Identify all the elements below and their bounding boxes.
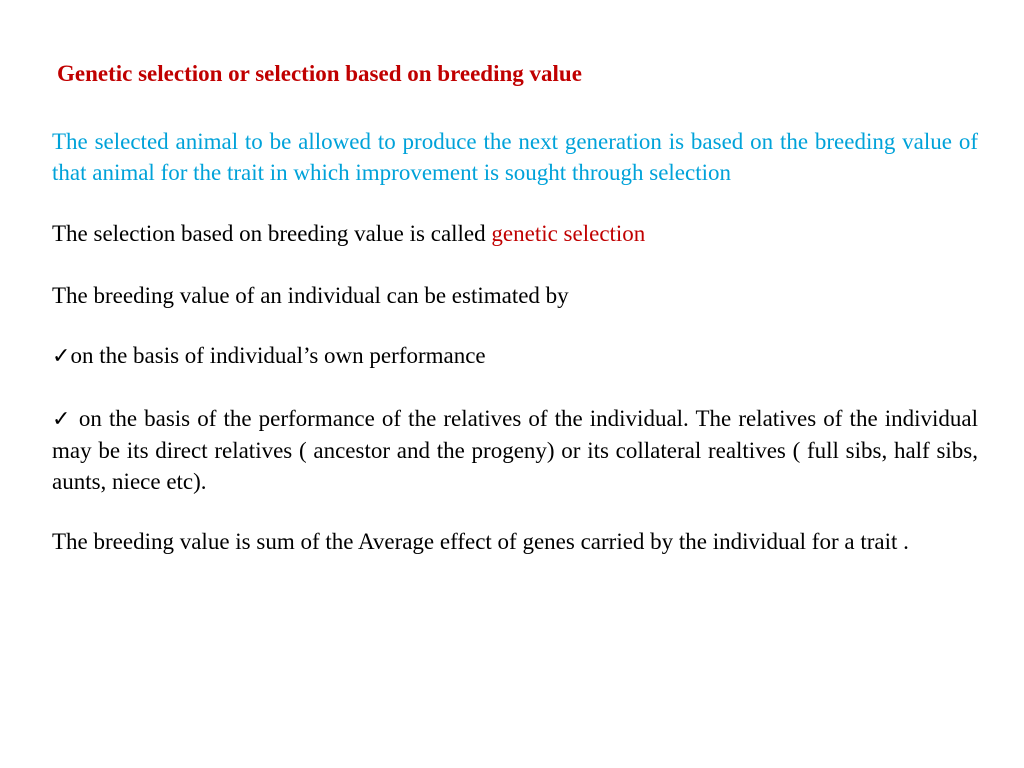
genetic-selection-prefix: The selection based on breeding value is called	[52, 221, 492, 246]
checkmark-icon: ✓	[52, 407, 72, 432]
genetic-selection-term: genetic selection	[491, 221, 646, 246]
bullet-own-performance	[52, 340, 978, 372]
breeding-value-sum-paragraph: The breeding value is sum of the Average effect of genes carried by the individual for a trait .	[52, 529, 909, 554]
slide-title: Genetic selection or selection based on breeding value	[57, 61, 582, 86]
intro-paragraph: The selected animal to be allowed to produce the next generation is based on the breeding value of that animal for the trait in which improvement is sought through selection	[52, 129, 978, 185]
genetic-selection-paragraph	[52, 218, 978, 249]
bullet-text: on the basis of the performance of the relatives of the individual. The relatives of the individual may be its direct relatives ( ancestor and the progeny) or its collateral realtives ( full sibs, half sibs, aunts, niece etc).	[52, 406, 979, 494]
estimation-paragraph: The breeding value of an individual can be estimated by	[52, 283, 569, 308]
checkmark-icon: ✓	[52, 344, 71, 369]
bullet-text: on the basis of individual’s own performance	[70, 343, 486, 368]
bullet-relatives-performance	[52, 403, 978, 497]
